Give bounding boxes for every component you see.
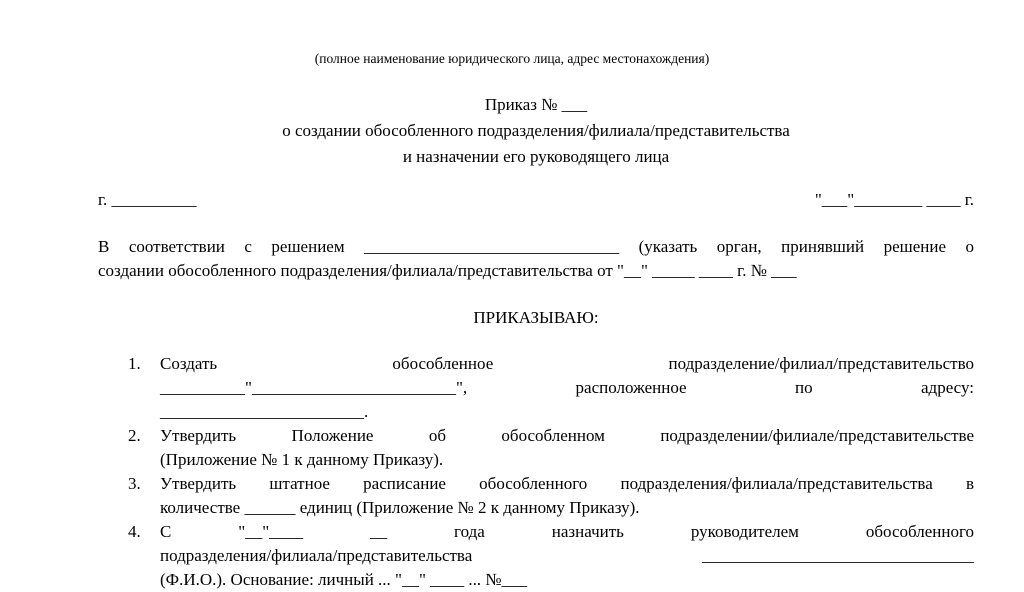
order-items-list: [98, 352, 974, 592]
organization-caption: (полное наименование юридического лица, адрес местонахождения): [314, 51, 710, 66]
item-line: ________________________.: [160, 402, 369, 421]
preamble-line-1: В соответствии с решением ______________________________ (указать орган, принявший решение о: [98, 237, 974, 256]
item-line: Утвердить штатное расписание обособленного подразделения/филиала/представительства в: [160, 474, 974, 493]
item-line: подразделения/филиала/представительства ________________________________: [160, 546, 974, 565]
order-subject-line-2: и назначении его руководящего лица: [402, 147, 670, 166]
order-subject-line-1: о создании обособленного подразделения/филиала/представительства: [282, 121, 790, 140]
order-title-block: [0, 92, 1024, 170]
item-number: 4.: [128, 522, 141, 541]
item-line: (Ф.И.О.). Основание: личный ... "__" ____ ... №___: [160, 570, 528, 589]
item-line: __________"________________________", расположенное по адресу:: [160, 378, 974, 397]
date-field: "___"________ ____ г.: [814, 190, 974, 209]
preamble-line-2: создании обособленного подразделения/филиала/представительства от "__" _____ ____ г. № ___: [98, 261, 797, 280]
item-number: 3.: [128, 474, 141, 493]
order-heading: ПРИКАЗЫВАЮ:: [473, 308, 599, 327]
item-line: (Приложение № 1 к данному Приказу).: [160, 450, 444, 469]
order-number-title: Приказ № ___: [484, 95, 588, 114]
list-item: [98, 472, 974, 520]
item-line: количестве ______ единиц (Приложение № 2 к данному Приказу).: [160, 498, 640, 517]
item-line: Утвердить Положение об обособленном подразделении/филиале/представительстве: [160, 426, 974, 445]
list-item: [98, 520, 974, 592]
list-item: [98, 352, 974, 424]
preamble-paragraph: [98, 235, 974, 283]
item-line: Создать обособленное подразделение/филиал/представительство: [160, 354, 974, 373]
city-field: г. __________: [98, 190, 197, 209]
item-number: 1.: [128, 354, 141, 373]
item-number: 2.: [128, 426, 141, 445]
list-item: [98, 424, 974, 472]
item-line: С "__"____ __ года назначить руководителем обособленного: [160, 522, 974, 541]
